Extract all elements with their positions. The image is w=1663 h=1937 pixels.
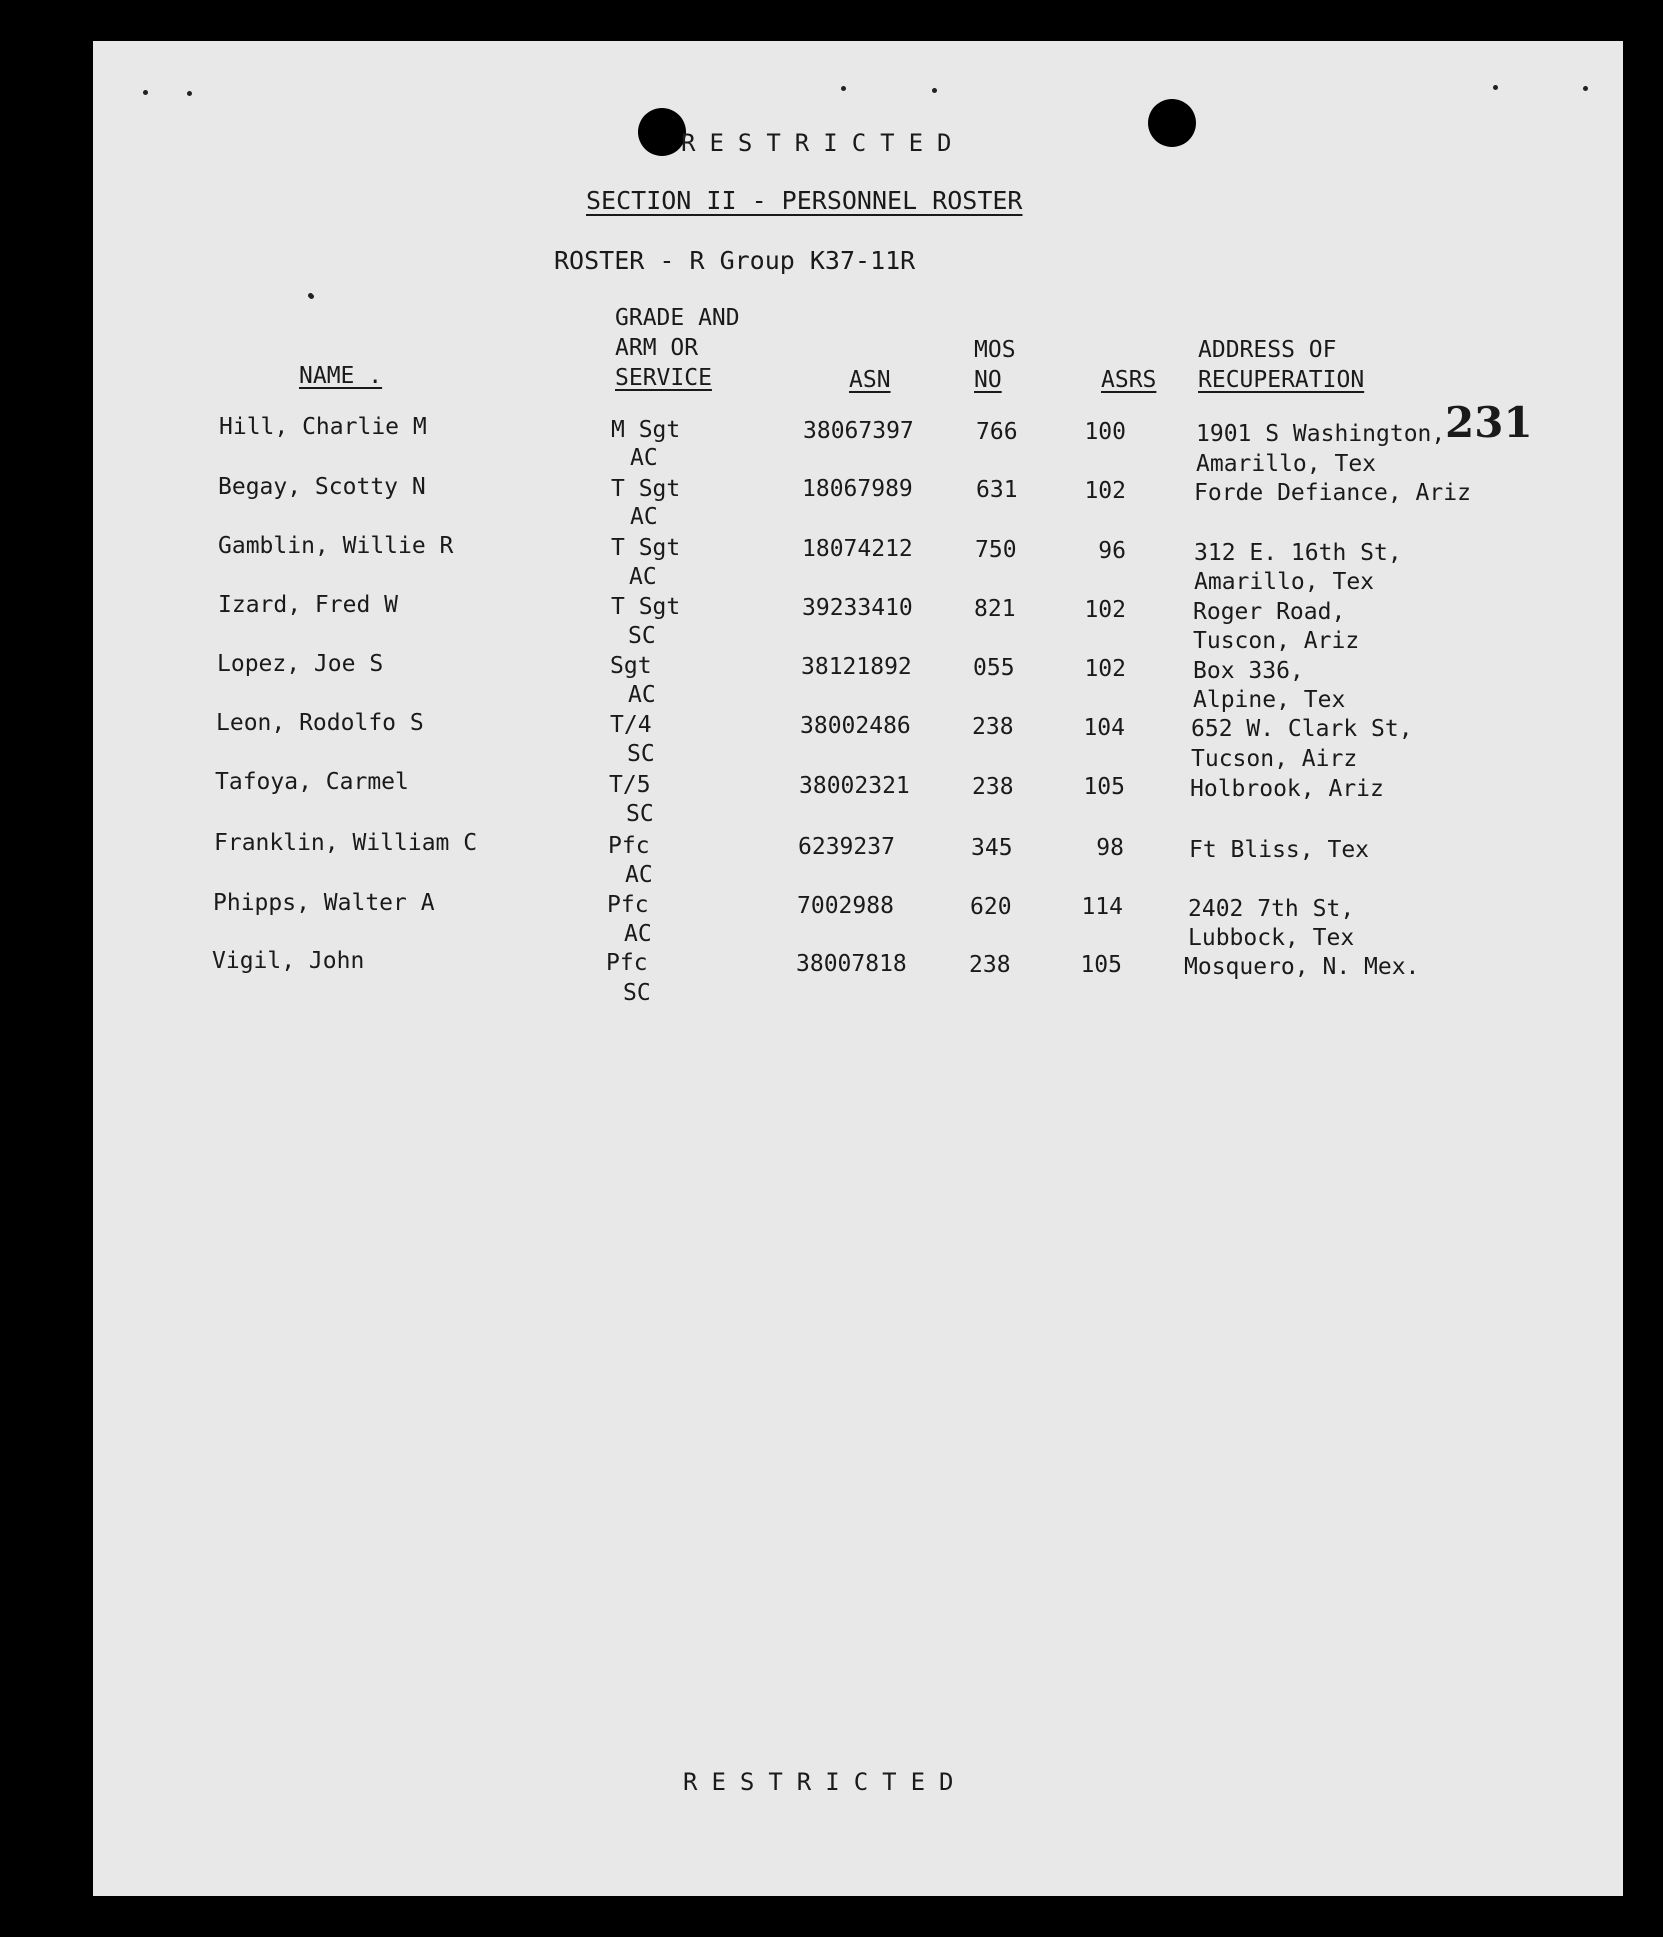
speck: [309, 294, 314, 299]
cell-asrs: 102: [1084, 478, 1126, 504]
cell-arm: SC: [626, 801, 654, 827]
cell-asn: 18067989: [802, 476, 913, 502]
cell-address-line-2: Lubbock, Tex: [1188, 925, 1355, 951]
header-grade-line-1: GRADE AND: [615, 305, 740, 331]
roster-title: ROSTER - R Group K37-11R: [554, 246, 916, 275]
cell-asn: 18074212: [802, 536, 913, 562]
cell-asrs: 100: [1084, 419, 1126, 445]
cell-name: Lopez, Joe S: [217, 651, 384, 677]
header-mos-line-2: NO: [974, 367, 1002, 393]
cell-address-line-2: Alpine, Tex: [1193, 687, 1346, 713]
header-name-label: NAME .: [299, 363, 383, 389]
cell-asrs: 104: [1083, 715, 1125, 741]
cell-asrs: 114: [1081, 894, 1123, 920]
cell-arm: SC: [623, 980, 651, 1006]
cell-grade: Pfc: [606, 950, 648, 976]
cell-mos: 238: [972, 714, 1014, 740]
speck: [841, 86, 846, 91]
cell-grade: Pfc: [607, 892, 649, 918]
cell-name: Tafoya, Carmel: [215, 769, 409, 795]
cell-asn: 38007818: [796, 951, 907, 977]
cell-mos: 821: [974, 596, 1016, 622]
cell-arm: AC: [628, 682, 656, 708]
restricted-marking-bottom: RESTRICTED: [683, 1768, 968, 1796]
page-number: 231: [1445, 398, 1533, 447]
cell-asn: 39233410: [802, 595, 913, 621]
cell-address-line-2: Amarillo, Tex: [1196, 451, 1377, 477]
cell-asrs: 105: [1083, 774, 1125, 800]
cell-address-line-2: Amarillo, Tex: [1194, 569, 1375, 595]
cell-address-line-1: Ft Bliss, Tex: [1189, 837, 1370, 863]
cell-grade: Pfc: [608, 833, 650, 859]
cell-grade: T Sgt: [611, 476, 681, 502]
header-mos-line-1: MOS: [974, 337, 1016, 363]
cell-address-line-1: 2402 7th St,: [1188, 896, 1355, 922]
cell-address-line-2: Tucson, Airz: [1191, 746, 1358, 772]
speck: [143, 90, 148, 95]
cell-mos: 766: [976, 419, 1018, 445]
cell-arm: AC: [629, 564, 657, 590]
header-asn: [849, 365, 891, 395]
cell-asn: 38002486: [800, 713, 911, 739]
punch-hole-left: [638, 108, 686, 156]
cell-asrs: 98: [1096, 835, 1124, 861]
cell-grade: T/4: [610, 712, 652, 738]
cell-name: Vigil, John: [212, 948, 365, 974]
section-title: SECTION II - PERSONNEL ROSTER: [586, 186, 1023, 215]
header-grade-line-3: SERVICE: [615, 365, 712, 391]
cell-address-line-1: 1901 S Washington,: [1196, 421, 1446, 447]
cell-name: Hill, Charlie M: [219, 414, 427, 440]
cell-arm: AC: [630, 504, 658, 530]
header-address-line-2: RECUPERATION: [1198, 367, 1365, 393]
cell-address-line-1: Forde Defiance, Ariz: [1194, 480, 1471, 506]
cell-name: Franklin, William C: [214, 830, 478, 856]
header-name: [299, 361, 382, 391]
cell-mos: 620: [970, 894, 1012, 920]
cell-address-line-1: 652 W. Clark St,: [1191, 716, 1413, 742]
cell-arm: AC: [630, 445, 658, 471]
document-page: [93, 41, 1623, 1896]
cell-grade: T/5: [609, 772, 651, 798]
speck: [1493, 85, 1498, 90]
cell-asn: 38002321: [799, 773, 910, 799]
cell-asn: 38121892: [801, 654, 912, 680]
cell-name: Phipps, Walter A: [213, 890, 435, 916]
cell-asrs: 105: [1080, 952, 1122, 978]
cell-arm: SC: [628, 623, 656, 649]
cell-arm: SC: [627, 741, 655, 767]
cell-grade: T Sgt: [611, 594, 681, 620]
cell-asrs: 96: [1098, 538, 1126, 564]
header-asrs-label: ASRS: [1101, 367, 1157, 393]
speck: [1583, 86, 1588, 91]
cell-asn: 38067397: [803, 418, 914, 444]
header-asn-label: ASN: [849, 367, 891, 393]
cell-mos: 238: [969, 952, 1011, 978]
cell-address-line-1: Box 336,: [1193, 658, 1304, 684]
cell-mos: 055: [973, 655, 1015, 681]
punch-hole-right: [1148, 99, 1196, 147]
cell-name: Begay, Scotty N: [218, 474, 426, 500]
speck: [932, 88, 937, 93]
cell-asrs: 102: [1084, 597, 1126, 623]
cell-name: Gamblin, Willie R: [218, 533, 454, 559]
cell-arm: AC: [624, 921, 652, 947]
cell-address-line-1: Mosquero, N. Mex.: [1184, 954, 1420, 980]
cell-mos: 238: [972, 774, 1014, 800]
cell-name: Izard, Fred W: [218, 592, 399, 618]
restricted-marking-top: RESTRICTED: [681, 129, 966, 157]
header-grade-line-2: ARM OR: [615, 335, 699, 361]
speck: [187, 91, 192, 96]
header-asrs: [1101, 365, 1156, 395]
cell-address-line-1: Holbrook, Ariz: [1190, 776, 1384, 802]
cell-address-line-2: Tuscon, Ariz: [1193, 628, 1360, 654]
cell-mos: 750: [975, 537, 1017, 563]
cell-address-line-1: 312 E. 16th St,: [1194, 540, 1402, 566]
cell-asn: 6239237: [798, 834, 895, 860]
cell-asn: 7002988: [797, 893, 894, 919]
cell-asrs: 102: [1084, 656, 1126, 682]
cell-grade: M Sgt: [611, 417, 681, 443]
cell-mos: 345: [971, 835, 1013, 861]
header-address-line-1: ADDRESS OF: [1198, 337, 1337, 363]
cell-mos: 631: [976, 477, 1018, 503]
cell-arm: AC: [625, 862, 653, 888]
cell-grade: T Sgt: [611, 535, 681, 561]
header-address: [1198, 335, 1364, 395]
cell-address-line-1: Roger Road,: [1193, 599, 1346, 625]
header-mos: [974, 335, 1016, 395]
cell-grade: Sgt: [610, 653, 652, 679]
header-grade: [615, 303, 740, 393]
cell-name: Leon, Rodolfo S: [216, 710, 424, 736]
